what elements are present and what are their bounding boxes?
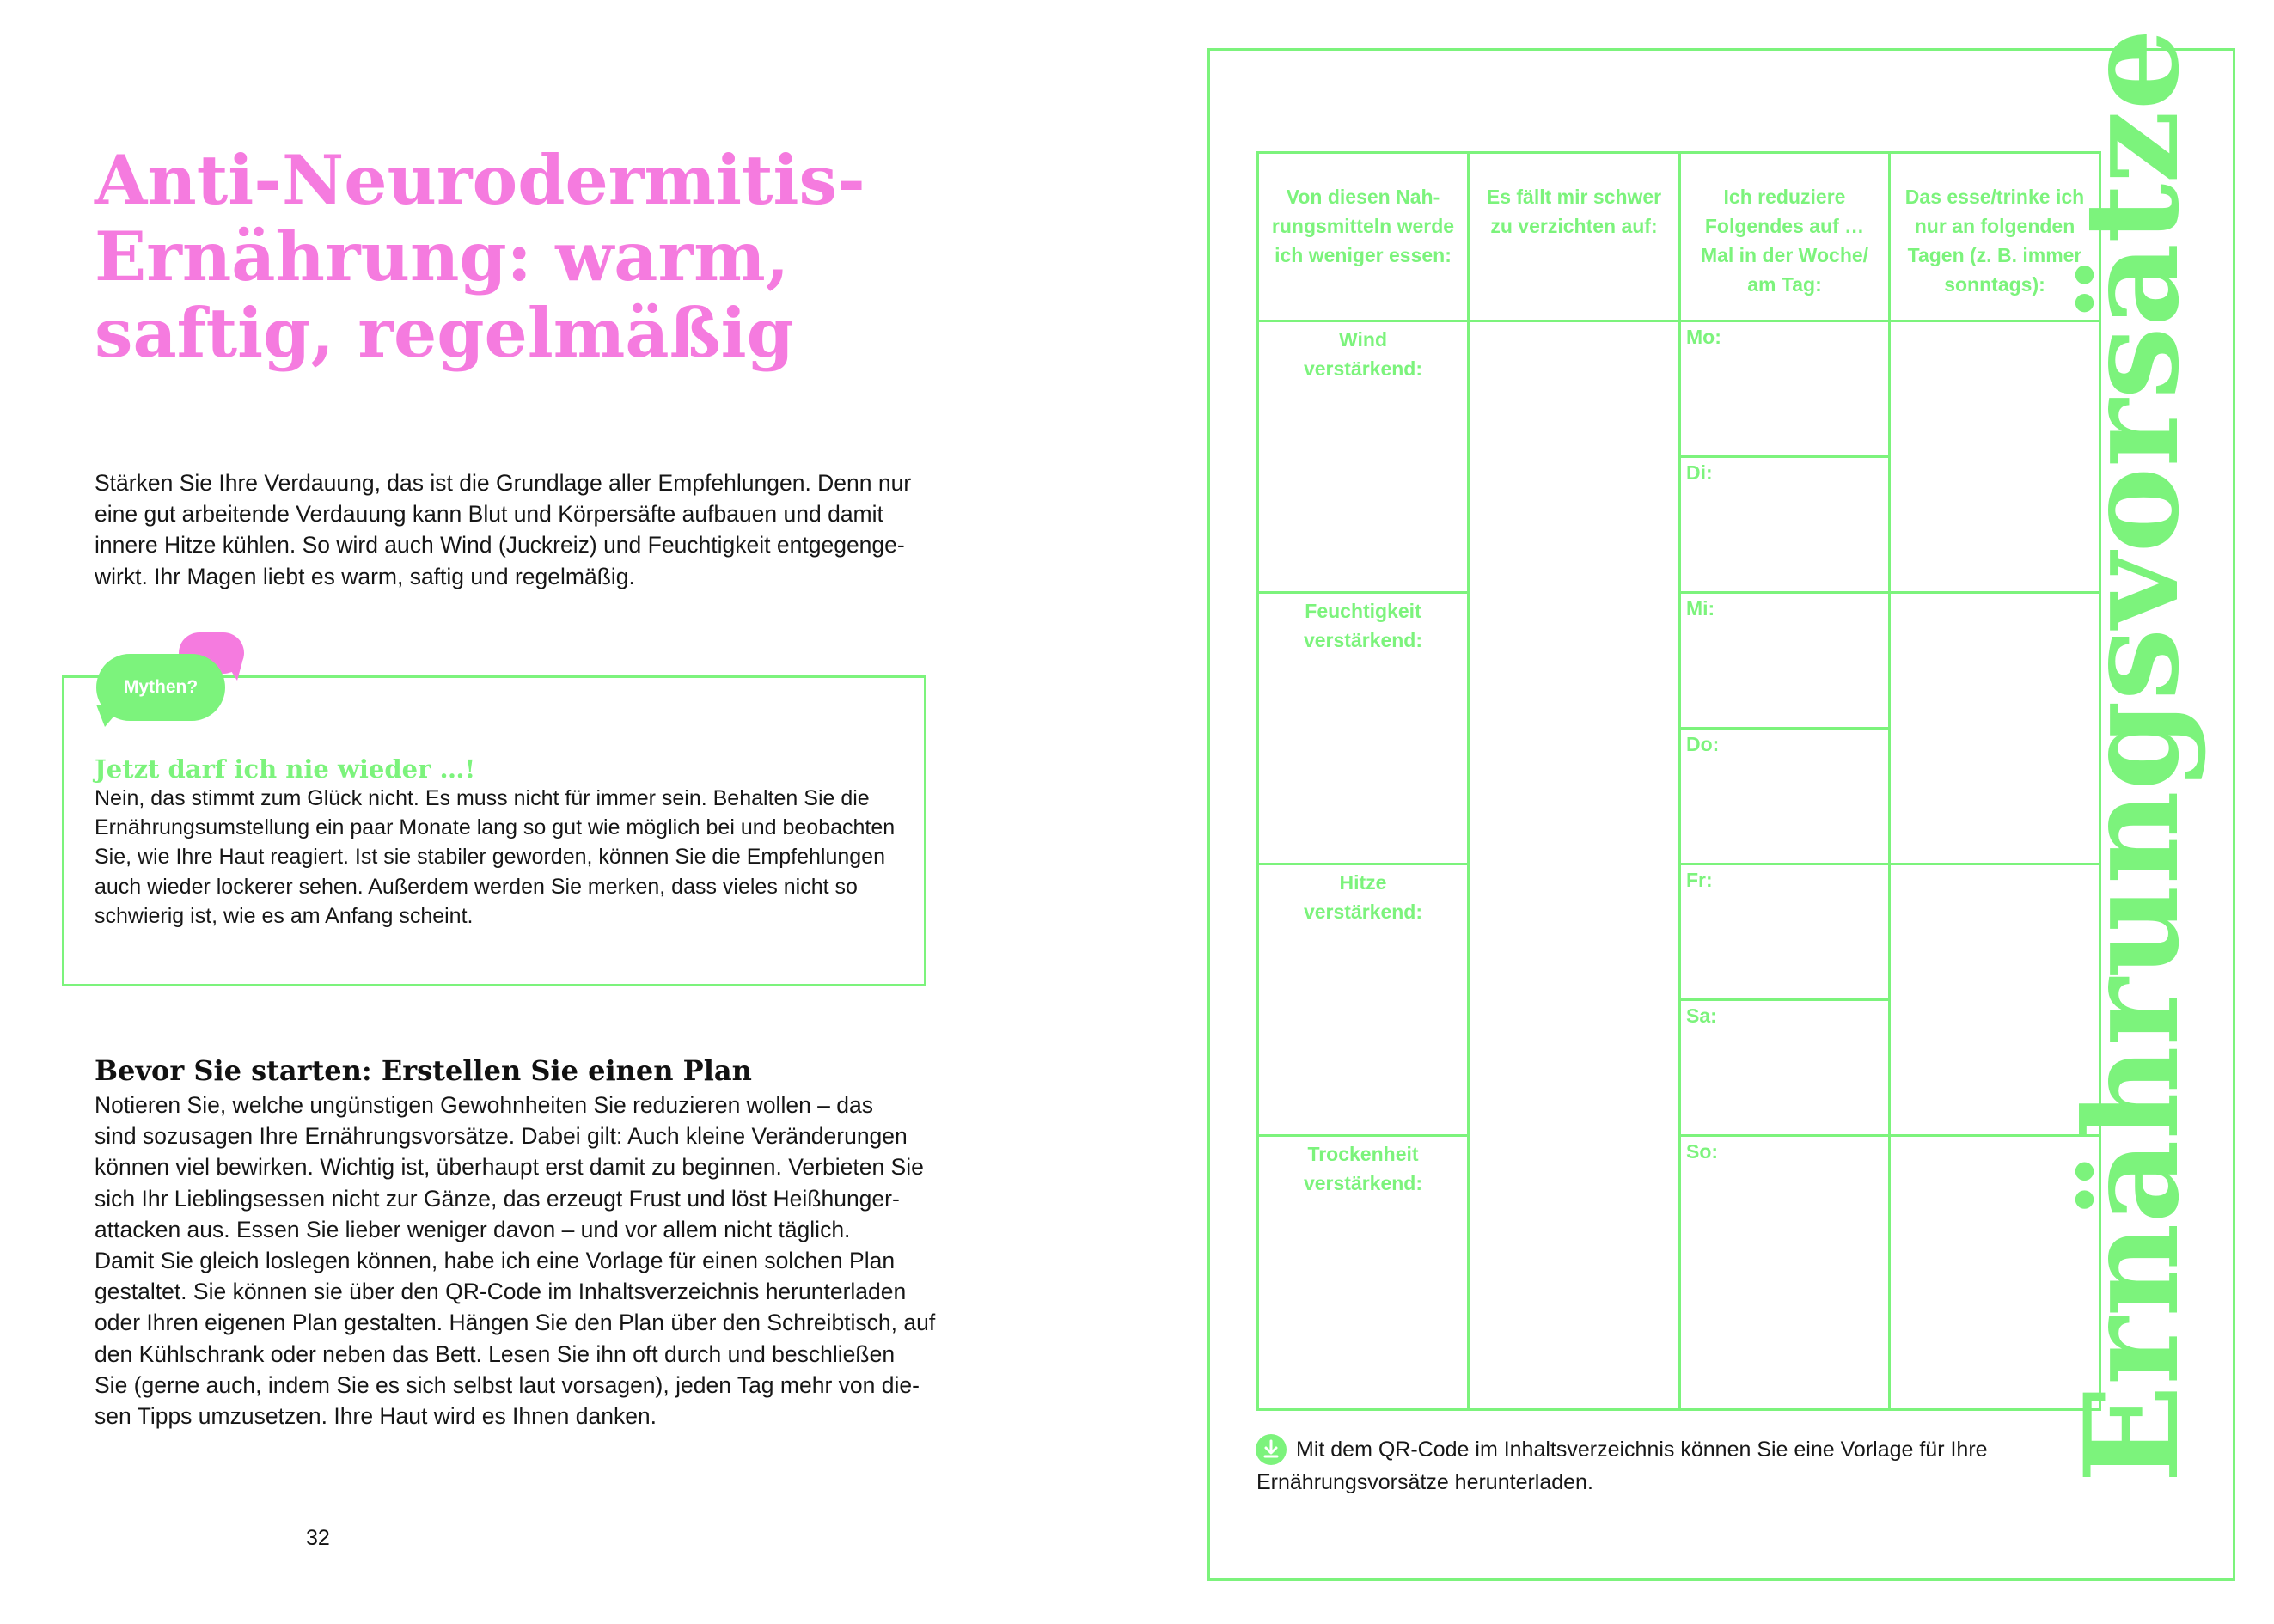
header-line: Tagen (z. B. immer	[1907, 244, 2082, 266]
day-label-friday: Fr:	[1686, 869, 1713, 891]
row-label-line: Feuchtigkeit	[1305, 600, 1421, 622]
day-label-monday: Mo:	[1686, 326, 1721, 348]
text-line: eine gut arbeitende Verdauung kann Blut und Körpersäfte aufbauen und damit	[95, 501, 883, 528]
text-line: Sie (gerne auch, indem Sie es sich selbst laut vorsagen), jeden Tag mehr von die-	[95, 1371, 920, 1398]
row-label-line: verstärkend:	[1303, 1172, 1423, 1194]
header-line: am Tag:	[1747, 273, 1822, 296]
header-cell	[1681, 182, 1888, 299]
myth-bubble-label: Mythen?	[123, 677, 199, 697]
page-number: 32	[306, 1526, 330, 1550]
text-line: Damit Sie gleich loslegen können, habe ich eine Vorlage für einen solchen Plan	[95, 1248, 896, 1274]
plan-table	[1256, 151, 2101, 1411]
header-line: sonntags):	[1944, 273, 2045, 296]
header-line: nur an folgenden	[1914, 215, 2075, 237]
day-divider	[1678, 455, 1891, 458]
title-line: saftig, regelmäßig	[95, 293, 794, 373]
text-line: innere Hitze kühlen. So wird auch Wind (Juckreiz) und Feuchtigkeit entgegenge-	[95, 532, 905, 559]
text-line: gestaltet. Sie können sie über den QR-Code im Inhaltsverzeichnis herunterladen	[95, 1279, 907, 1305]
text-line: Sie, wie Ihre Haut reagiert. Ist sie stabiler geworden, können Sie die Empfehlungen	[95, 845, 885, 870]
intro-paragraph	[95, 467, 920, 592]
text-line: sen Tipps umzusetzen. Ihre Haut wird es Ihnen danken.	[95, 1403, 657, 1430]
row-divider	[1256, 863, 1470, 865]
header-line: Es fällt mir schwer	[1486, 186, 1662, 208]
row-divider	[1256, 591, 1470, 594]
row-label-trockenheit	[1259, 1139, 1467, 1198]
row-label-line: Hitze	[1339, 871, 1387, 894]
text-line: Notieren Sie, welche ungünstigen Gewohnheiten Sie reduzieren wollen – das	[95, 1092, 873, 1118]
header-cell	[1470, 182, 1678, 241]
text-line: auch wieder lockerer sehen. Außerdem werden Sie merken, dass vieles nicht so	[95, 874, 858, 899]
row-label-hitze	[1259, 868, 1467, 926]
header-line: Folgendes auf …	[1704, 215, 1865, 237]
row-label-line: verstärkend:	[1303, 629, 1423, 651]
header-line: Ich reduziere	[1723, 186, 1846, 208]
day-label-saturday: Sa:	[1686, 1004, 1717, 1027]
column-divider	[1467, 151, 1470, 1411]
row-label-wind	[1259, 325, 1467, 383]
title-line: Ernährung: warm,	[95, 217, 790, 296]
footnote-line: Mit dem QR-Code im Inhaltsverzeichnis können Sie eine Vorlage für Ihre	[1296, 1438, 1988, 1462]
row-label-line: verstärkend:	[1303, 901, 1423, 923]
text-line: Nein, das stimmt zum Glück nicht. Es muss nicht für immer sein. Behalten Sie die	[95, 786, 870, 810]
text-line: schwierig ist, wie es am Anfang scheint.	[95, 903, 474, 928]
row-label-line: Trockenheit	[1307, 1143, 1419, 1165]
text-line: sind sozusagen Ihre Ernährungsvorsätze. Dabei gilt: Auch kleine Veränderungen	[95, 1123, 908, 1150]
myth-heading: Jetzt darf ich nie wieder …!	[95, 754, 476, 784]
text-line: können viel bewirken. Wichtig ist, überhaupt erst damit zu beginnen. Verbieten Sie	[95, 1154, 924, 1181]
text-line: sich Ihr Lieblingsessen nicht zur Gänze, das erzeugt Frust und löst Heißhunger-	[95, 1185, 900, 1212]
download-footnote	[1256, 1433, 2116, 1499]
row-divider	[1256, 1134, 1470, 1137]
header-line: zu verzichten auf:	[1490, 215, 1658, 237]
day-divider	[1678, 727, 1891, 730]
text-line: oder Ihren eigenen Plan gestalten. Hängen Sie den Plan über den Schreibtisch, auf	[95, 1310, 936, 1336]
day-label-tuesday: Di:	[1686, 461, 1713, 484]
header-line: Mal in der Woche/	[1700, 244, 1869, 266]
header-divider	[1256, 320, 2101, 322]
row-label-line: Wind	[1339, 328, 1387, 351]
text-line: attacken aus. Essen Sie lieber weniger davon – und vor allem nicht täglich.	[95, 1216, 851, 1242]
myth-speech-bubble	[96, 654, 225, 721]
speech-bubble-pink-tail	[225, 662, 242, 681]
header-line: ich weniger essen:	[1275, 244, 1452, 266]
row-label-feuchtigkeit	[1259, 596, 1467, 655]
header-cell	[1259, 182, 1467, 270]
myth-paragraph	[95, 784, 920, 931]
text-line: Ernährungsumstellung ein paar Monate lang so gut wie möglich bei und beobachten	[95, 815, 896, 840]
header-line: Das esse/trinke ich	[1904, 186, 2085, 208]
vertical-section-title: Ernährungsvorsätze	[2057, 28, 2208, 1483]
row-divider	[1678, 863, 2101, 865]
text-line: wirkt. Ihr Magen liebt es warm, saftig und regelmäßig.	[95, 563, 635, 589]
column-divider	[1888, 151, 1891, 1411]
plan-paragraph	[95, 1090, 937, 1432]
day-label-thursday: Do:	[1686, 733, 1720, 755]
header-line: Von diesen Nah-	[1286, 186, 1440, 208]
plan-heading: Bevor Sie starten: Erstellen Sie einen Plan	[95, 1054, 752, 1087]
title-line: Anti-Neurodermitis-	[95, 140, 865, 220]
row-label-line: verstärkend:	[1303, 357, 1423, 380]
footnote-line: Ernährungsvorsätze herunterladen.	[1256, 1470, 1593, 1494]
header-line: rungsmitteln werde	[1271, 215, 1455, 237]
day-divider	[1678, 998, 1891, 1001]
day-label-wednesday: Mi:	[1686, 597, 1715, 620]
text-line: den Kühlschrank oder neben das Bett. Lesen Sie ihn oft durch und beschließen	[95, 1340, 896, 1367]
row-divider	[1678, 1134, 2101, 1137]
day-label-sunday: So:	[1686, 1140, 1719, 1163]
column-divider	[1678, 151, 1681, 1411]
row-divider	[1678, 591, 2101, 594]
text-line: Stärken Sie Ihre Verdauung, das ist die Grundlage aller Empfehlungen. Denn nur	[95, 470, 912, 496]
page-title	[95, 142, 954, 371]
